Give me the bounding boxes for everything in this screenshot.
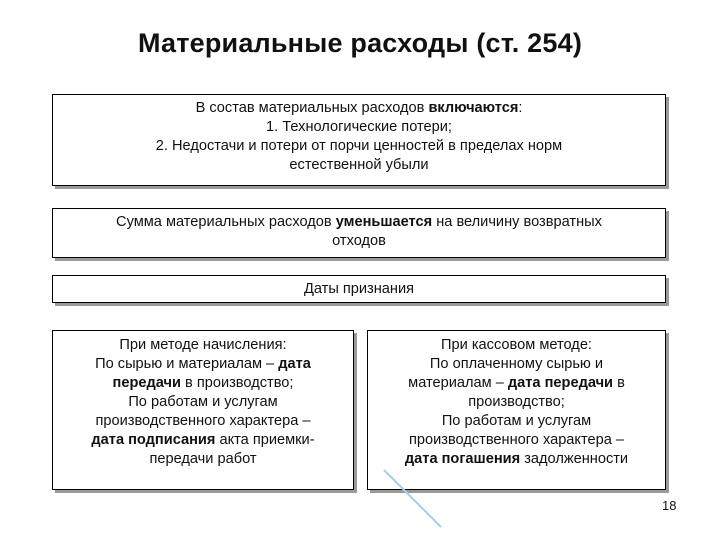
reduction-keyword: уменьшается bbox=[335, 214, 433, 230]
cash-line-6: производственного характера – bbox=[408, 432, 625, 448]
accrual-line-7: передачи работ bbox=[149, 451, 257, 467]
accrual-production-text: в производство; bbox=[180, 375, 294, 391]
accrual-date-word: дата bbox=[278, 356, 311, 372]
page-number: 18 bbox=[662, 498, 677, 513]
accrual-materials-text: По сырью и материалам – bbox=[95, 356, 279, 372]
included-colon: : bbox=[518, 100, 523, 116]
item-2-line-1: 2. Недостачи и потери от порчи ценностей в пределах норм bbox=[155, 138, 563, 154]
accrual-signing-date: дата подписания bbox=[91, 432, 216, 448]
reduction-line-2: отходов bbox=[332, 233, 386, 249]
accrual-act-text: акта приемки- bbox=[215, 432, 315, 448]
included-keyword: включаются bbox=[428, 100, 519, 116]
cash-repayment-date: дата погашения bbox=[404, 451, 521, 467]
accrual-line-4: По работам и услугам bbox=[128, 394, 278, 410]
reduction-text-post: на величину возвратных bbox=[432, 214, 602, 230]
cash-line-4: производство; bbox=[468, 394, 565, 410]
cash-materials-text: материалам – bbox=[408, 375, 508, 391]
accrual-heading: При методе начисления: bbox=[119, 337, 287, 353]
item-2-line-2: естественной убыли bbox=[289, 157, 429, 173]
included-intro-text: В состав материальных расходов bbox=[195, 100, 429, 116]
item-1: 1. Технологические потери; bbox=[266, 119, 452, 135]
accrual-line-5: производственного характера – bbox=[95, 413, 311, 429]
cash-in-text: в bbox=[613, 375, 625, 391]
reduction-text-pre: Сумма материальных расходов bbox=[116, 214, 336, 230]
cash-debt-text: задолженности bbox=[520, 451, 629, 467]
accrual-transfer-word: передачи bbox=[112, 375, 181, 391]
cash-line-2: По оплаченному сырью и bbox=[429, 356, 604, 372]
cash-line-5: По работам и услугам bbox=[441, 413, 592, 429]
recognition-dates-label: Даты признания bbox=[303, 281, 415, 297]
cash-heading: При кассовом методе: bbox=[441, 337, 592, 353]
decorative-diagonal-line bbox=[384, 470, 441, 527]
cash-transfer-date: дата передачи bbox=[507, 375, 614, 391]
slide-title: Материальные расходы (ст. 254) bbox=[137, 28, 583, 58]
